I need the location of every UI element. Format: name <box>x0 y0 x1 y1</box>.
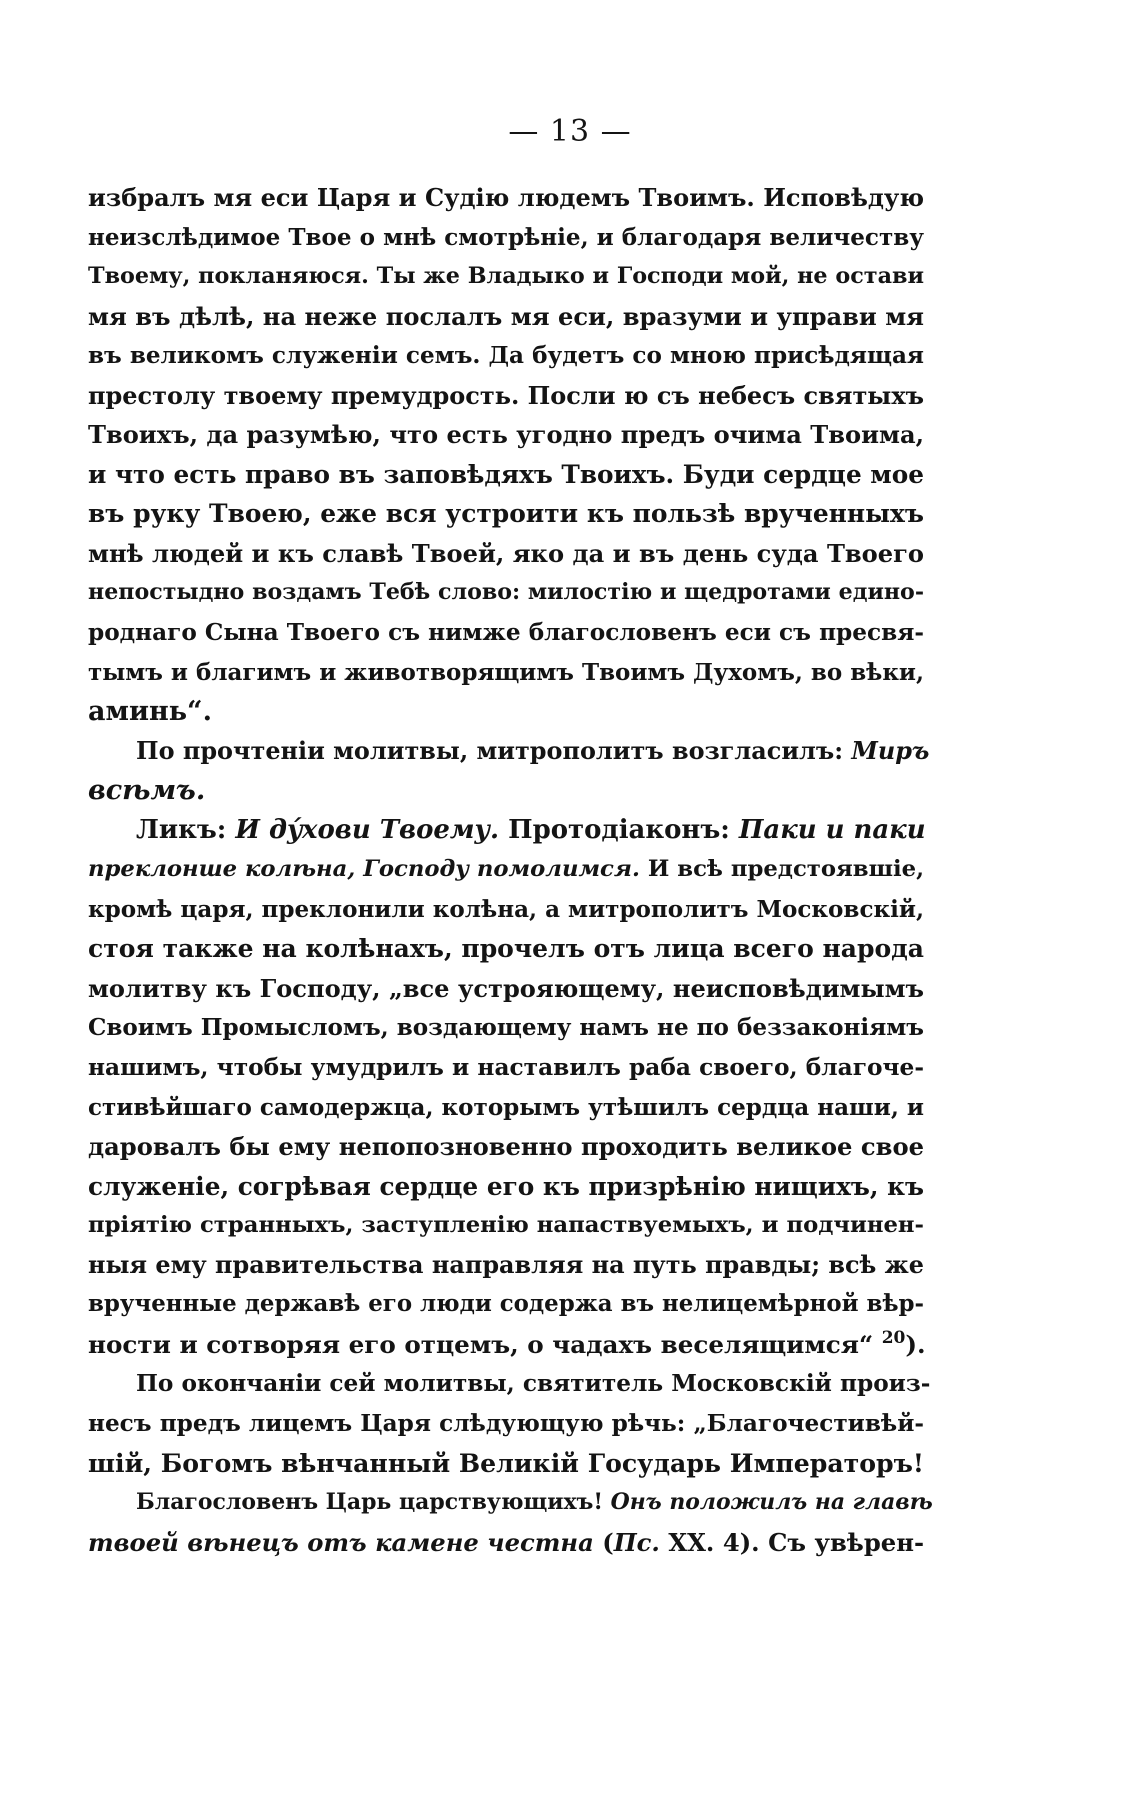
text-line <box>88 1483 933 1523</box>
text-segment: служеніе, согрѣвая сердце его къ призрѣнію нищихъ, къ <box>88 1171 924 1201</box>
text-segment: XX. 4). Съ увѣрен- <box>659 1527 924 1557</box>
text-segment: Твоихъ, да разумѣю, что есть угодно предъ очима Твоима, <box>88 420 924 450</box>
paragraph-choir <box>88 811 924 1365</box>
text-line <box>88 969 924 1009</box>
text-segment: избралъ мя еси Царя и Судію людемъ Твоимъ. Исповѣдую <box>88 183 924 212</box>
italic-text: всѣмъ. <box>88 775 206 807</box>
text-line <box>88 336 924 376</box>
text-segment: мнѣ людей и къ славѣ Твоей, яко да и въ день суда Твоего <box>88 538 924 568</box>
text-segment: и что есть право въ заповѣдяхъ Твоихъ. Буди сердце мое <box>88 459 924 489</box>
text-segment: аминь“. <box>88 696 212 728</box>
paragraph-after-prayer <box>88 732 930 811</box>
text-line <box>88 1285 924 1325</box>
text-segment: даровалъ бы ему непопозновенно проходить великое свое <box>88 1132 924 1162</box>
text-segment: шій, Богомъ вѣнчанный Великій Государь Императоръ! <box>88 1447 924 1478</box>
text-segment: мя въ дѣлѣ, на неже послалъ мя еси, вразуми и управи мя <box>88 301 924 331</box>
text-line <box>88 1088 924 1128</box>
paragraph-prayer-continued <box>88 178 924 732</box>
text-line <box>88 178 924 218</box>
text-segment: въ руку Твоею, еже вся устроити къ пользѣ врученныхъ <box>88 499 924 529</box>
text-line <box>88 850 924 890</box>
text-segment: По окончаніи сей молитвы, святитель Московскій произ- <box>136 1370 931 1398</box>
text-line <box>88 297 924 337</box>
text-line <box>88 1246 924 1286</box>
paragraph-speech-intro <box>88 1364 931 1483</box>
text-line <box>88 613 924 653</box>
text-line <box>88 1523 924 1563</box>
italic-text: твоей вѣнецъ отъ камене честна <box>88 1527 594 1557</box>
text-line <box>88 929 924 969</box>
text-segment: престолу твоему премудрость. Посли ю съ небесъ святыхъ <box>88 380 925 410</box>
text-segment: Протодіаконъ: <box>499 814 739 845</box>
text-line <box>88 732 930 772</box>
text-line <box>88 1325 924 1365</box>
text-line <box>88 376 924 416</box>
text-line <box>88 257 924 297</box>
text-segment: Твоему, покланяюся. Ты же Владыко и Господи мой, не остави <box>88 263 924 290</box>
text-line <box>88 455 924 495</box>
text-line <box>88 1167 924 1207</box>
text-segment: Своимъ Промысломъ, воздающему намъ не по беззаконіямъ <box>88 1014 924 1042</box>
text-line <box>88 1206 924 1246</box>
italic-text: Паки и паки <box>738 814 926 845</box>
text-line <box>88 771 924 811</box>
footnote-marker: 20 <box>881 1327 906 1348</box>
text-line <box>88 653 924 693</box>
text-line <box>88 1127 924 1167</box>
text-segment: Благословенъ Царь царствующихъ! <box>136 1489 611 1516</box>
text-segment: И всѣ предстоявшіе, <box>639 856 924 883</box>
text-line <box>88 534 924 574</box>
text-segment: ( <box>593 1527 614 1557</box>
text-segment: кромѣ царя, преклонили колѣна, а митрополитъ Московскій, <box>88 895 924 923</box>
text-segment: ности и сотворяя его отцемъ, о чадахъ веселящимся“ <box>88 1329 882 1359</box>
text-segment: молитву къ Господу, „все устрояющему, неисповѣдимымъ <box>88 973 924 1003</box>
text-line <box>88 218 924 258</box>
text-line <box>88 1048 924 1088</box>
italic-text: И дýхови Твоему. <box>235 814 500 845</box>
text-segment: ). <box>905 1329 926 1359</box>
italic-text: преклонше колѣна, Господу помолимся. <box>88 856 640 883</box>
text-segment: неизслѣдимое Твое о мнѣ смотрѣніе, и благодаря величеству <box>88 223 924 251</box>
text-line <box>88 1444 924 1484</box>
paragraph-blessed <box>88 1483 933 1562</box>
text-segment: тымъ и благимъ и животворящимъ Твоимъ Духомъ, во вѣки, <box>88 658 924 686</box>
page-number: — 13 — <box>508 114 632 149</box>
text-segment: непостыдно воздамъ Тебѣ слово: милостію и щедротами едино- <box>88 579 924 606</box>
text-segment: въ великомъ служеніи семъ. Да будетъ со мною присѣдящая <box>88 342 924 370</box>
text-line <box>88 1364 931 1404</box>
body-text <box>88 178 933 1562</box>
text-line <box>88 1008 924 1048</box>
text-segment: нашимъ, чтобы умудрилъ и наставилъ раба своего, благоче- <box>88 1054 924 1082</box>
text-line <box>88 890 924 930</box>
text-segment: стивѣйшаго самодержца, которымъ утѣшилъ сердца наши, и <box>88 1093 924 1121</box>
text-segment: стоя также на колѣнахъ, прочелъ отъ лица всего народа <box>88 934 924 964</box>
text-segment: ныя ему правительства направляя на путь правды; всѣ же <box>88 1250 924 1279</box>
text-segment: По прочтеніи молитвы, митрополитъ возгласилъ: <box>136 736 852 765</box>
text-line <box>88 692 924 732</box>
text-line <box>88 573 924 613</box>
text-line <box>88 494 924 534</box>
text-line <box>88 415 924 455</box>
italic-text: Пс. <box>613 1527 660 1557</box>
text-segment: несъ предъ лицемъ Царя слѣдующую рѣчь: „Благочестивѣй- <box>88 1409 924 1437</box>
text-segment: пріятію странныхъ, заступленію напаствуемыхъ, и подчинен- <box>88 1212 924 1239</box>
text-segment: Ликъ: <box>136 814 236 845</box>
text-line <box>88 811 924 851</box>
italic-text: Онъ положилъ на главѣ <box>610 1489 933 1516</box>
italic-text: Миръ <box>851 736 930 765</box>
text-line <box>88 1404 924 1444</box>
text-segment: роднаго Сына Твоего съ нимже благословенъ еси съ пресвя- <box>88 619 924 647</box>
text-segment: врученные державѣ его люди содержа въ нелицемѣрной вѣр- <box>88 1291 924 1318</box>
